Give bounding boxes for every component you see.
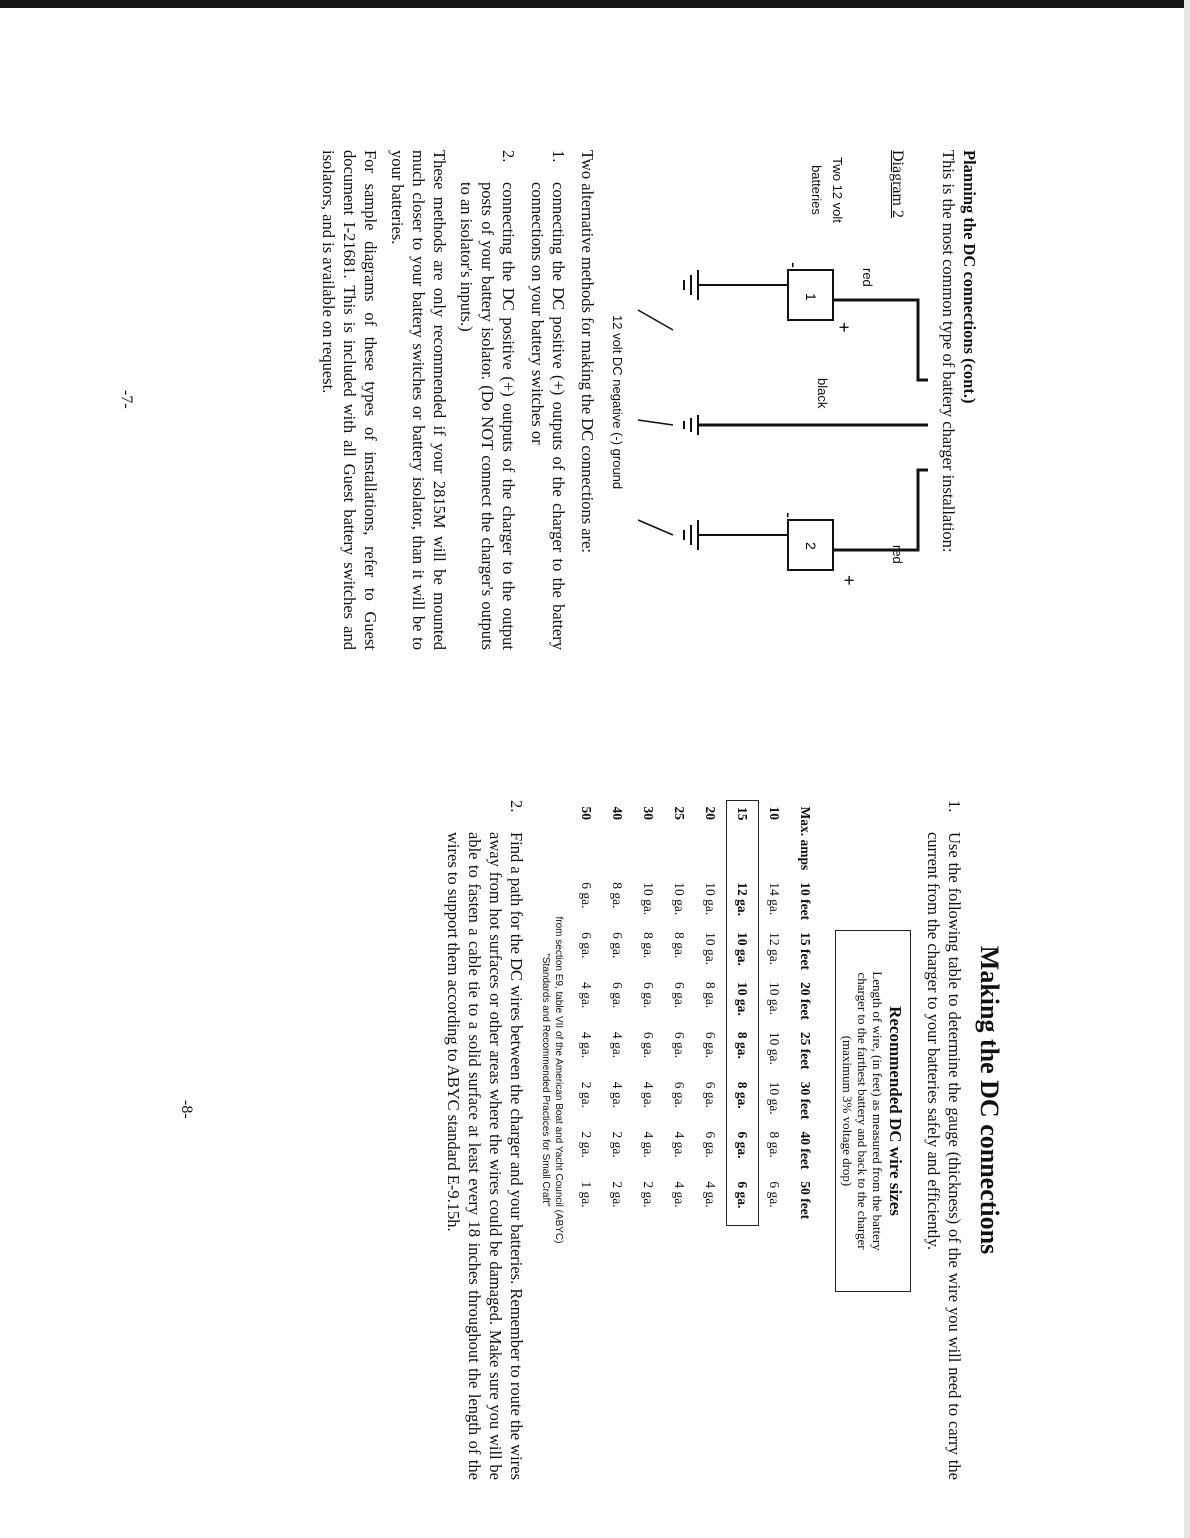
- table-cell: 4 ga.: [641, 1131, 656, 1158]
- table-cell: 2 ga.: [641, 1181, 656, 1208]
- table-cell: 4 ga.: [579, 981, 594, 1009]
- table-cell: 4 ga.: [610, 1031, 625, 1059]
- table-cell: 50: [579, 806, 594, 820]
- table-cell: 6 ga.: [579, 932, 594, 959]
- table-cell: 4 ga.: [703, 1181, 718, 1208]
- table-row: [664, 801, 695, 1226]
- column-header: Max. amps: [798, 806, 813, 871]
- list-item-text: connecting the DC positive (+) outputs of the charger to the battery connections on your battery switches or: [528, 182, 568, 650]
- red-wire-right: [833, 470, 928, 550]
- table-cell: 4 ga.: [672, 1131, 687, 1158]
- table-cell: 6 ga.: [727, 1175, 759, 1225]
- table-cell: 2 ga.: [579, 1081, 594, 1108]
- table-row: [759, 801, 791, 1226]
- step-number: 1.: [945, 800, 964, 813]
- black-wire-label: black: [815, 378, 830, 409]
- list-item-number: 1.: [549, 150, 568, 163]
- table-cell: 6 ga.: [703, 1131, 718, 1158]
- sample-diagrams-paragraph: For sample diagrams of these types of installations, refer to Guest document I-21681. This is included with all Guest battery switches and isolators, and is available on request.: [319, 150, 380, 650]
- battery-1-number: 1: [803, 293, 819, 301]
- wire-table-sub-2: charger to the farthest battery and back to the charger: [855, 972, 870, 1250]
- ground-symbol-center: [684, 415, 698, 435]
- alternatives-intro: Two alternative methods for making the DC connections are:: [578, 150, 597, 553]
- table-cell: 6 ga.: [672, 981, 687, 1009]
- table-row: [695, 801, 727, 1226]
- table-cell: 2 ga.: [610, 1181, 625, 1208]
- column-header: 25 feet: [798, 1031, 813, 1070]
- red-wire-left: [833, 300, 928, 380]
- table-cell: 10 ga.: [767, 1081, 782, 1115]
- table-cell: 12 ga.: [727, 876, 759, 926]
- table-cell: 8 ga.: [610, 882, 625, 909]
- table-cell: 10 ga.: [641, 882, 656, 916]
- table-cell: 4 ga.: [610, 1081, 625, 1108]
- table-cell: 4 ga.: [579, 1031, 594, 1059]
- list-item-number: 2.: [499, 150, 518, 163]
- table-cell: 8 ga.: [703, 981, 718, 1009]
- column-header: 40 feet: [798, 1131, 813, 1170]
- table-cell: 6 ga.: [703, 1031, 718, 1059]
- table-cell: 6 ga.: [767, 1181, 782, 1208]
- table-cell: 8 ga.: [641, 932, 656, 959]
- table-cell: 25: [672, 806, 687, 820]
- table-cell: 20: [703, 806, 718, 820]
- battery-2-minus: -: [779, 512, 799, 518]
- diagram-drawing: [598, 150, 928, 650]
- methods-paragraph: These methods are only recommended if your 2815M will be mounted much closer to your battery switches or battery isolator, than it will be to your batteries.: [388, 150, 449, 650]
- column-header: 10 feet: [798, 882, 813, 921]
- wire-table-sub-3: (maximum 3% voltage drop): [840, 1035, 855, 1187]
- section-heading: Planning the DC connections (cont.): [960, 150, 979, 404]
- table-cell: 15: [727, 801, 759, 877]
- step-2: [443, 800, 527, 1480]
- table-cell: 6 ga.: [610, 981, 625, 1009]
- wiring-diagram: [598, 150, 928, 650]
- table-cell: 10 ga.: [767, 981, 782, 1015]
- table-cell: 2 ga.: [610, 1131, 625, 1158]
- ground-symbol-2: [684, 520, 788, 550]
- table-row: [571, 801, 602, 1226]
- table-cell: 6 ga.: [641, 981, 656, 1009]
- table-cell: 10 ga.: [703, 932, 718, 966]
- table-row: [633, 801, 664, 1226]
- table-cell: 12 ga.: [767, 932, 782, 966]
- ground-pointer-lines: [638, 310, 673, 535]
- list-item: [527, 150, 569, 650]
- table-cell: 10 ga.: [672, 882, 687, 916]
- wire-table-sub-1: Length of wire, (in feet) as measured from the battery: [870, 971, 885, 1251]
- wire-size-table: [571, 800, 821, 1226]
- table-cell: 4 ga.: [672, 1181, 687, 1208]
- table-cell: 10 ga.: [703, 882, 718, 916]
- table-cell: 8 ga.: [672, 932, 687, 959]
- ground-label: 12 volt DC negative (-) ground: [610, 315, 625, 490]
- table-cell: 2 ga.: [579, 1131, 594, 1158]
- red-wire-label-right: red: [890, 545, 905, 564]
- column-header: 15 feet: [798, 932, 813, 970]
- column-header: 30 feet: [798, 1081, 813, 1120]
- table-row: [602, 801, 633, 1226]
- column-header: 50 feet: [798, 1181, 813, 1220]
- table-cell: 6 ga.: [727, 1126, 759, 1176]
- table-cell: 8 ga.: [727, 1026, 759, 1076]
- table-source-line-2: "Standards and Recommended Practices for Small Craft": [540, 953, 551, 1207]
- column-header: 20 feet: [798, 981, 813, 1020]
- table-cell: 10 ga.: [767, 1031, 782, 1065]
- step-text: Use the following table to determine the gauge (thickness) of the wire you will need to carry the current from the charger to your batteries safely and efficiently.: [924, 832, 964, 1480]
- red-wire-label-left: red: [860, 268, 875, 287]
- table-cell: 40: [610, 806, 625, 820]
- ground-symbol-1: [684, 270, 788, 300]
- table-row-highlighted: [727, 801, 759, 1226]
- intro-text: This is the most common type of battery charger installation:: [939, 150, 958, 553]
- table-cell: 6 ga.: [610, 932, 625, 959]
- page-title: Making the DC connections: [975, 945, 1004, 1255]
- step-number: 2.: [507, 800, 526, 813]
- battery-1-plus: +: [834, 322, 854, 333]
- table-cell: 10 ga.: [727, 926, 759, 976]
- page-8: [443, 800, 1004, 1480]
- table-cell: 6 ga.: [641, 1031, 656, 1059]
- diagram-title: Diagram 2: [889, 150, 906, 218]
- table-header-row: [790, 801, 821, 1226]
- table-cell: 4 ga.: [641, 1081, 656, 1108]
- table-source-line-1: from section E9, table VII of the American Boat and Yacht Council (ABYC): [553, 916, 564, 1244]
- wire-table-caption-box: [835, 930, 911, 1292]
- table-cell: 10 ga.: [727, 976, 759, 1026]
- table-cell: 8 ga.: [767, 1131, 782, 1158]
- step-text: Find a path for the DC wires between the charger and your batteries. Remember to route the wires away from hot surfaces or other areas where the wires could be damaged. Make sure you will be able to fasten a cable tie to a solid surface at least every 18 inches throughout the length of the wires to support them according to ABYC standard E-9.15h.: [444, 832, 526, 1480]
- table-cell: 1 ga.: [579, 1181, 594, 1208]
- table-cell: 6 ga.: [703, 1081, 718, 1108]
- step-1: [923, 800, 965, 1480]
- table-cell: 30: [641, 806, 656, 820]
- battery-2-number: 2: [803, 542, 819, 550]
- table-cell: 6 ga.: [672, 1081, 687, 1108]
- list-item-text: connecting the DC positive (+) outputs of the charger to the output posts of your battery isolator. (Do NOT connect the charger's outputs to an isolator's inputs.): [457, 182, 518, 650]
- page-7: [318, 150, 980, 650]
- wire-table-title: Recommended DC wire sizes: [886, 1006, 905, 1216]
- table-cell: 14 ga.: [767, 882, 782, 916]
- table-cell: 10: [767, 806, 782, 820]
- table-cell: 6 ga.: [672, 1031, 687, 1059]
- list-item: [456, 150, 519, 650]
- page-number-8: -8-: [178, 1100, 195, 1119]
- battery-1-minus: -: [784, 262, 804, 268]
- table-cell: 8 ga.: [727, 1076, 759, 1126]
- battery-2-plus: +: [839, 575, 859, 586]
- batteries-label: Two 12 volt batteries: [809, 157, 845, 223]
- page-number-7: -7-: [118, 390, 135, 409]
- table-cell: 6 ga.: [579, 882, 594, 909]
